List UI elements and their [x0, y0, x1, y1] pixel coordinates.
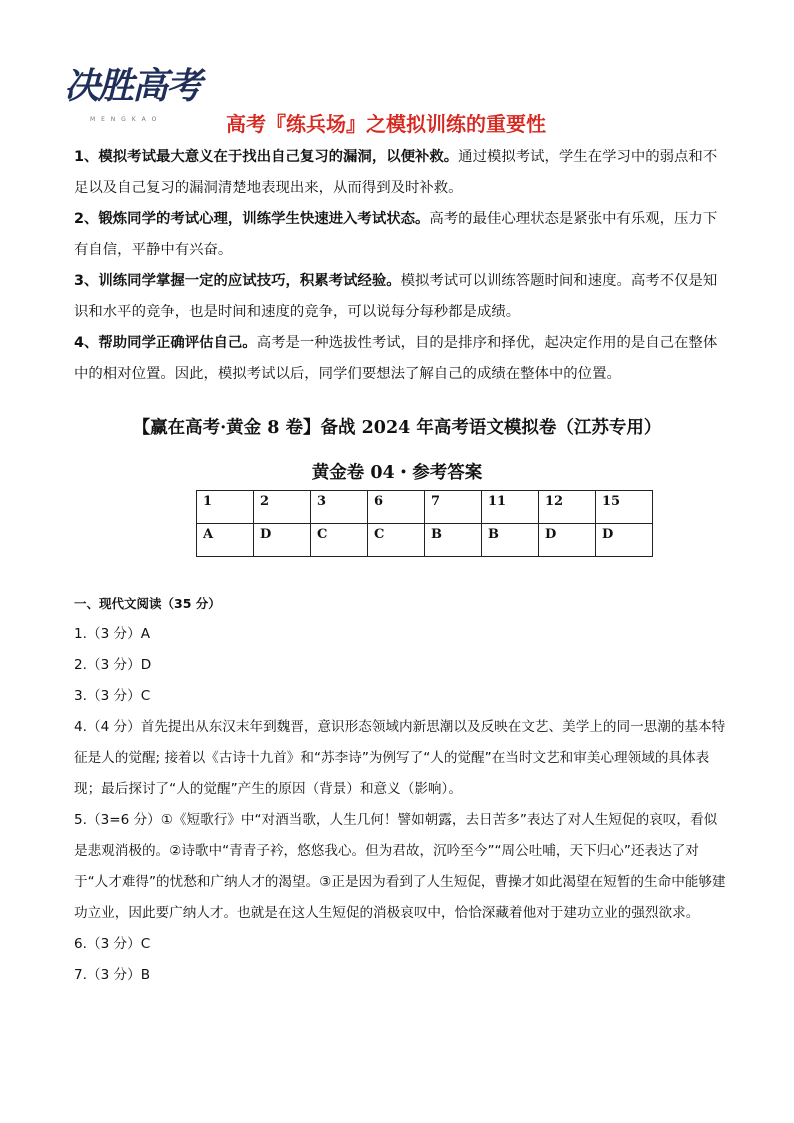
- answer-item: 1.（3 分）A: [74, 626, 151, 642]
- point-lead: 3、训练同学掌握一定的应试技巧，积累考试经验。: [74, 273, 401, 289]
- answer-cell: D: [254, 524, 311, 557]
- answer-cell: D: [539, 524, 596, 557]
- answer-cell: B: [425, 524, 482, 557]
- question-number-row: [197, 491, 653, 524]
- point-lead: 4、帮助同学正确评估自己。: [74, 335, 257, 351]
- answer-cell: C: [368, 524, 425, 557]
- point-3: [74, 266, 726, 328]
- brand-logo: [62, 58, 202, 138]
- point-body: 通过模拟考试，学生在学习中的弱点和不足以及自己复习的漏洞清楚地表现出来，从而得到及时补救。: [74, 149, 718, 196]
- logo-text: 决胜高考: [64, 65, 201, 107]
- question-number-cell: 12: [539, 491, 596, 524]
- point-1: [74, 142, 726, 204]
- answer-cell: B: [482, 524, 539, 557]
- answer-row: [197, 524, 653, 557]
- question-number-cell: 3: [311, 491, 368, 524]
- point-lead: 1、模拟考试最大意义在于找出自己复习的漏洞，以便补救。: [74, 149, 459, 165]
- exam-subtitle: 黄金卷 04・参考答案: [311, 463, 483, 483]
- answer-cell: D: [596, 524, 653, 557]
- promo-title: 高考『练兵场』之模拟训练的重要性: [226, 112, 546, 136]
- answer-item: 3.（3 分）C: [74, 688, 151, 704]
- point-body: 模拟考试可以训练答题时间和速度。高考不仅是知识和水平的竞争，也是时间和速度的竞争，可以说每分每秒都是成绩。: [74, 273, 718, 320]
- answer-item: 2.（3 分）D: [74, 657, 152, 673]
- logo-subtext: M E N G K A O: [90, 116, 159, 123]
- section-modern-reading: [74, 588, 726, 991]
- question-number-cell: 15: [596, 491, 653, 524]
- training-importance-points: [74, 142, 726, 390]
- question-number-cell: 2: [254, 491, 311, 524]
- exam-title: 【赢在高考·黄金 8 卷】备战 2024 年高考语文模拟卷（江苏专用）: [132, 418, 662, 438]
- question-number-cell: 1: [197, 491, 254, 524]
- point-body: 高考是一种选拔性考试，目的是排序和择优，起决定作用的是自己在整体中的相对位置。因此，模拟考试以后，同学们要想法了解自己的成绩在整体中的位置。: [74, 335, 718, 382]
- answer-item: 5.（3=6 分）①《短歌行》中“对酒当歌，人生几何！譬如朝露，去日苦多”表达了对人生短促的哀叹，看似是悲观消极的。②诗歌中“青青子衿，悠悠我心。但为君故，沉吟至今”“周公吐哺，天下归心”还表达了对于“人才难得”的忧愁和广纳人才的渴望。③正是因为看到了人生短促，曹操才如此渴望在短暂的生命中能够建功立业，因此要广纳人才。也就是在这人生短促的消极哀叹中，恰恰深藏着他对于建功立业的强烈欲求。: [74, 812, 726, 921]
- point-lead: 2、锻炼同学的考试心理，训练学生快速进入考试状态。: [74, 211, 430, 227]
- point-2: [74, 204, 726, 266]
- point-body: 高考的最佳心理状态是紧张中有乐观，压力下有自信，平静中有兴奋。: [74, 211, 718, 258]
- answer-cell: C: [311, 524, 368, 557]
- question-number-cell: 7: [425, 491, 482, 524]
- answer-item: 4.（4 分）首先提出从东汉末年到魏晋，意识形态领域内新思潮以及反映在文艺、美学上的同一思潮的基本特征是人的觉醒; 接着以《古诗十九首》和“苏李诗”为例写了“人的觉醒”在当时文艺和审美心理领域的具体表现；最后探讨了“人的觉醒”产生的原因（背景）和意义（影响）。: [74, 719, 726, 797]
- answer-item: 7.（3 分）B: [74, 967, 151, 983]
- answer-item: 6.（3 分）C: [74, 936, 151, 952]
- answer-key-table: [196, 490, 653, 557]
- section-heading: 一、现代文阅读（35 分）: [74, 596, 221, 611]
- question-number-cell: 11: [482, 491, 539, 524]
- answer-cell: A: [197, 524, 254, 557]
- point-4: [74, 328, 726, 390]
- question-number-cell: 6: [368, 491, 425, 524]
